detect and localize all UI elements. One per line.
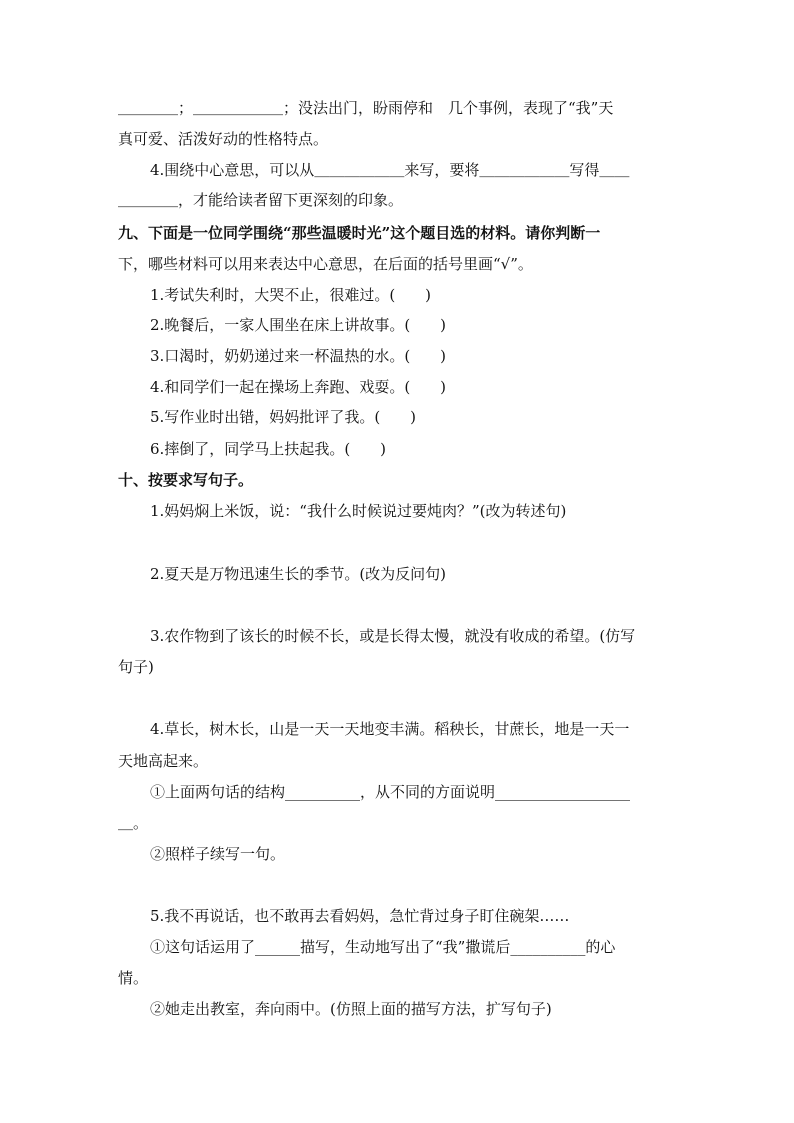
section-heading-ten: 十、按要求写句子。 bbox=[118, 471, 254, 489]
question-item: 6.摔倒了，同学马上扶起我。( ) bbox=[150, 440, 387, 458]
question-item: 1.妈妈焖上米饭，说：“我什么时候说过要炖肉？”(改为转述句) bbox=[150, 502, 567, 520]
question-item: 3.农作物到了该长的时候不长，或是长得太慢，就没有收成的希望。(仿写 bbox=[150, 627, 636, 645]
text-line: ＿＿＿＿，才能给读者留下更深刻的印象。 bbox=[118, 191, 404, 209]
text-line: 情。 bbox=[118, 969, 149, 987]
question-item: 5.写作业时出错，妈妈批评了我。( ) bbox=[150, 408, 417, 426]
sub-question: ②她走出教室，奔向雨中。(仿照上面的描写方法，扩写句子) bbox=[150, 1000, 552, 1018]
question-item: 3.口渴时，奶奶递过来一杯温热的水。( ) bbox=[150, 347, 447, 365]
question-item: 4.围绕中心意思，可以从＿＿＿＿＿＿来写，要将＿＿＿＿＿＿写得＿＿ bbox=[150, 161, 630, 179]
question-item: 2.夏天是万物迅速生长的季节。(改为反问句) bbox=[150, 565, 447, 583]
sub-question: ②照样子续写一句。 bbox=[150, 845, 286, 863]
section-heading-nine: 九、下面是一位同学围绕“那些温暖时光”这个题目选的材料。请你判断一 bbox=[118, 224, 601, 242]
text-line: 下，哪些材料可以用来表达中心意思，在后面的括号里画“√”。 bbox=[118, 255, 533, 273]
question-item: 4.草长，树木长，山是一天一天地变丰满。稻秧长，甘蔗长，地是一天一 bbox=[150, 720, 630, 738]
text-line: 天地高起来。 bbox=[118, 752, 209, 770]
text-line: 句子) bbox=[118, 658, 154, 676]
sub-question: ①这句话运用了______描写，生动地写出了“我”撒谎后__________的心 bbox=[150, 938, 616, 956]
text-line: ＿＿＿＿；＿＿＿＿＿＿；没法出门，盼雨停和 几个事例，表现了“我”天 bbox=[118, 99, 614, 117]
question-item: 4.和同学们一起在操场上奔跑、戏耍。( ) bbox=[150, 378, 447, 396]
sub-question: ①上面两句话的结构__________，从不同的方面说明__________________ bbox=[150, 783, 631, 801]
text-line: ＿。 bbox=[118, 814, 149, 832]
question-item: 5.我不再说话，也不敢再去看妈妈，急忙背过身子盯住碗架…… bbox=[150, 907, 570, 925]
text-line: 真可爱、活泼好动的性格特点。 bbox=[118, 130, 329, 148]
question-item: 1.考试失利时，大哭不止，很难过。( ) bbox=[150, 286, 432, 304]
question-item: 2.晚餐后，一家人围坐在床上讲故事。( ) bbox=[150, 316, 447, 334]
